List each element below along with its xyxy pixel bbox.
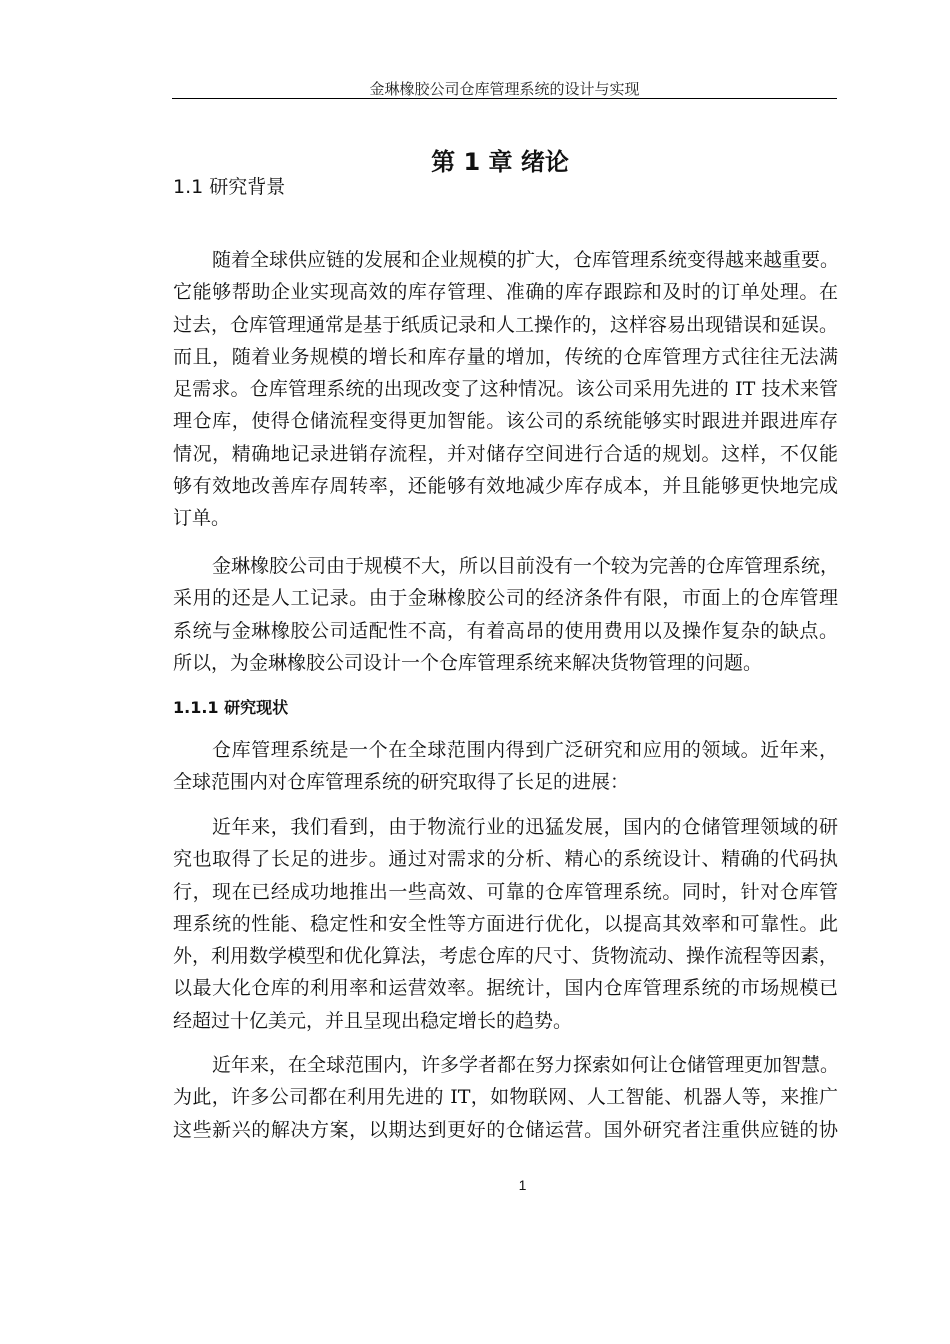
page-number: 1	[518, 1177, 527, 1193]
text-line: 全球范围内对仓库管理系统的研究取得了长足的进展：	[173, 771, 630, 794]
text-line: 为此，许多公司都在利用先进的 IT，如物联网、人工智能、机器人等，来推广	[173, 1086, 838, 1109]
text-line: 外，利用数学模型和优化算法，考虑仓库的尺寸、货物流动、操作流程等因素，	[173, 945, 839, 968]
text-line: 近年来，我们看到，由于物流行业的迅猛发展，国内的仓储管理领域的研	[212, 816, 838, 838]
section-heading-1-1-1: 1.1.1 研究现状	[173, 698, 289, 717]
text-line: 采用的还是人工记录。由于金琳橡胶公司的经济条件有限，市面上的仓库管理	[173, 587, 838, 610]
paragraph-foreign-research	[173, 1049, 838, 1146]
header-divider	[172, 98, 837, 99]
text-line: 以最大化仓库的利用率和运营效率。据统计，国内仓库管理系统的市场规模已	[173, 977, 838, 1000]
paragraph-status-intro	[173, 734, 838, 799]
text-line: 系统与金琳橡胶公司适配性不高，有着高昂的使用费用以及操作复杂的缺点。	[173, 619, 838, 642]
text-line: 这些新兴的解决方案，以期达到更好的仓储运营。国外研究者注重供应链的协	[173, 1118, 838, 1141]
text-line: 情况，精确地记录进销存流程，并对储存空间进行合适的规划。这样，不仅能	[173, 442, 838, 465]
paragraph-domestic-research	[173, 811, 838, 1037]
text-line: 仓库管理系统是一个在全球范围内得到广泛研究和应用的领域。近年来，	[212, 739, 838, 761]
text-line: 过去，仓库管理通常是基于纸质记录和人工操作的，这样容易出现错误和延误。	[173, 313, 839, 336]
text-line: 理系统的性能、稳定性和安全性等方面进行优化，以提高其效率和可靠性。此	[173, 912, 838, 935]
text-line: 订单。	[173, 507, 231, 530]
chapter-title: 第 1 章 绪论	[431, 148, 569, 176]
text-line: 它能够帮助企业实现高效的库存管理、准确的库存跟踪和及时的订单处理。在	[173, 281, 838, 304]
text-line: 而且，随着业务规模的增长和库存量的增加，传统的仓库管理方式往往无法满	[173, 345, 838, 368]
text-line: 够有效地改善库存周转率，还能够有效地减少库存成本，并且能够更快地完成	[173, 475, 838, 498]
text-line: 所以，为金琳橡胶公司设计一个仓库管理系统来解决货物管理的问题。	[173, 651, 763, 674]
section-heading-1-1: 1.1 研究背景	[173, 176, 286, 198]
paragraph-background-1	[173, 244, 838, 535]
text-line: 行，现在已经成功地推出一些高效、可靠的仓库管理系统。同时，针对仓库管	[173, 880, 838, 903]
text-line: 金琳橡胶公司由于规模不大，所以目前没有一个较为完善的仓库管理系统，	[212, 555, 840, 577]
text-line: 究也取得了长足的进步。通过对需求的分析、精心的系统设计、精确的代码执	[173, 848, 838, 871]
text-line: 足需求。仓库管理系统的出现改变了这种情况。该公司采用先进的 IT 技术来管	[173, 378, 838, 401]
text-line: 经超过十亿美元，并且呈现出稳定增长的趋势。	[173, 1009, 573, 1032]
paragraph-background-2	[173, 550, 838, 679]
text-line: 理仓库，使得仓储流程变得更加智能。该公司的系统能够实时跟进并跟进库存	[173, 410, 838, 433]
running-header: 金琳橡胶公司仓库管理系统的设计与实现	[369, 80, 640, 98]
text-line: 随着全球供应链的发展和企业规模的扩大，仓库管理系统变得越来越重要。	[212, 249, 840, 271]
text-line: 近年来，在全球范围内，许多学者都在努力探索如何让仓储管理更加智慧。	[212, 1054, 840, 1076]
